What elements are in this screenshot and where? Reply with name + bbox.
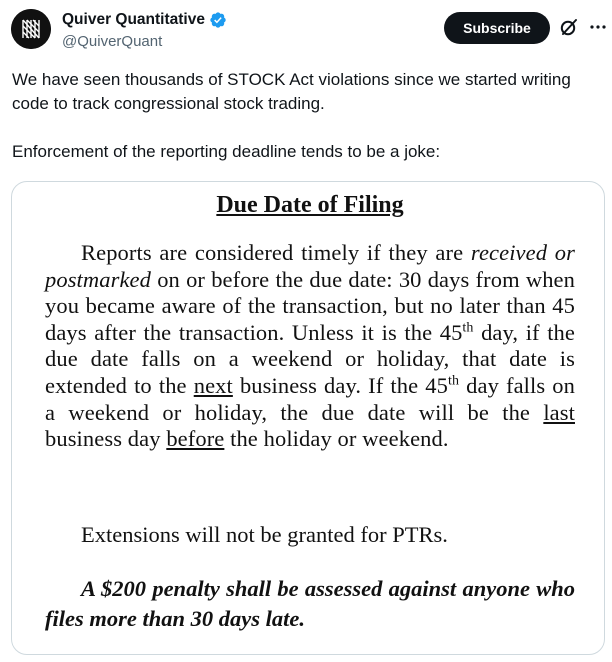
quiver-logo-icon [11,9,51,49]
author-display-name[interactable]: Quiver Quantitative [62,11,205,28]
tweet-text [12,68,602,164]
doc-superscript: th [462,320,474,336]
document-title: Due Date of Filing [216,192,404,218]
doc-text: business day. If the 45 [239,372,448,398]
document-paragraph [45,240,575,453]
tweet-paragraph: We have seen thousands of STOCK Act violations since we started writing code to track congressional stock trading. [12,70,571,113]
doc-underline-text: next [193,372,233,398]
doc-text: Reports are considered timely if they are [81,240,464,265]
doc-text: day falls on a weekend or holiday, the due date will be the [45,372,576,425]
doc-text: the holiday or weekend. [230,426,449,452]
doc-text: business day [45,426,161,452]
document-extensions-note: Extensions will not be granted for PTRs. [81,522,448,547]
doc-superscript: th [447,373,460,389]
tweet-header [0,0,612,62]
document-penalty-note: A $200 penalty shall be assessed against anyone who files more than 30 days late. [45,576,575,631]
tweet-paragraph: Enforcement of the reporting deadline tends to be a joke: [12,142,441,161]
doc-underline-text: before [166,426,225,452]
doc-text: day, if the due date falls on a weekend or holiday, that date is extended to the [45,319,575,398]
author-handle[interactable]: @QuiverQuant [62,33,163,50]
doc-underline-text: last [543,399,575,425]
doc-text: on or before the due date: 30 days from when you became aware of the transaction, but no later than 45 days after the transaction. Unless it is the 45 [45,266,575,345]
verified-badge-icon[interactable] [209,11,227,29]
tweet-image[interactable] [11,181,605,655]
subscribe-button[interactable]: Subscribe [444,12,550,44]
avatar[interactable] [11,9,51,49]
doc-italic-text: received or postmarked [45,240,576,292]
grok-icon[interactable] [559,17,579,37]
author-name-row [62,9,227,31]
more-icon[interactable] [588,17,608,37]
